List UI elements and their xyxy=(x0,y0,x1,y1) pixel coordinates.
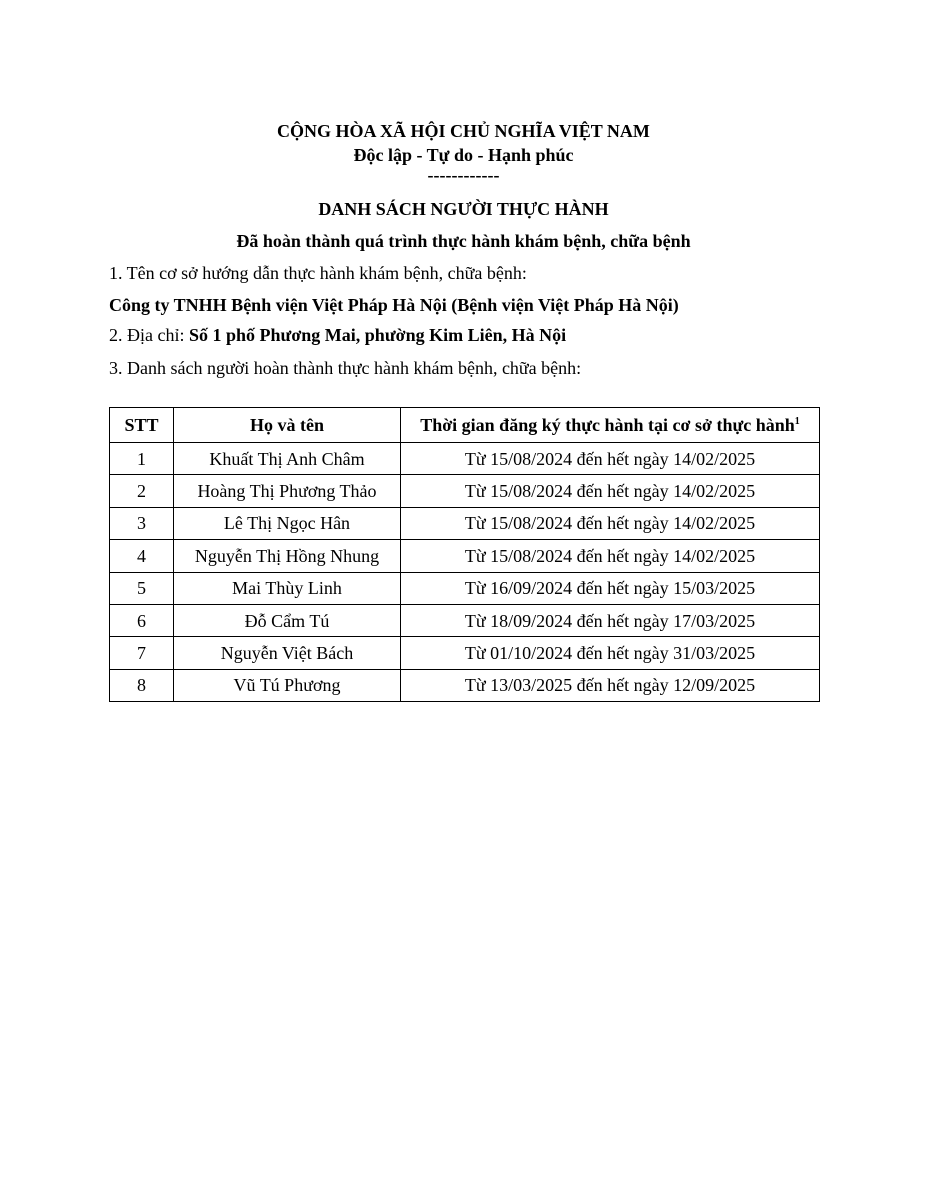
address-label: 2. Địa chỉ: xyxy=(109,325,189,345)
practitioner-table xyxy=(109,407,820,702)
header-time-label: Thời gian đăng ký thực hành tại cơ sở thực hành xyxy=(420,415,795,435)
row-time: Từ 15/08/2024 đến hết ngày 14/02/2025 xyxy=(401,507,820,539)
address-line xyxy=(109,324,566,346)
row-time: Từ 01/10/2024 đến hết ngày 31/03/2025 xyxy=(401,637,820,669)
table-row xyxy=(110,572,820,604)
header-separator: ------------ xyxy=(427,165,500,185)
row-name: Mai Thùy Linh xyxy=(174,572,401,604)
row-stt: 2 xyxy=(110,475,174,507)
facility-label: 1. Tên cơ sở hướng dẫn thực hành khám bệnh, chữa bệnh: xyxy=(109,263,527,283)
row-stt: 5 xyxy=(110,572,174,604)
row-stt: 3 xyxy=(110,507,174,539)
row-stt: 1 xyxy=(110,443,174,475)
row-name: Lê Thị Ngọc Hân xyxy=(174,507,401,539)
row-name: Hoàng Thị Phương Thảo xyxy=(174,475,401,507)
row-stt: 7 xyxy=(110,637,174,669)
row-time: Từ 13/03/2025 đến hết ngày 12/09/2025 xyxy=(401,669,820,701)
table-row xyxy=(110,604,820,636)
table-row xyxy=(110,475,820,507)
row-name: Nguyễn Việt Bách xyxy=(174,637,401,669)
row-name: Vũ Tú Phương xyxy=(174,669,401,701)
national-motto: Độc lập - Tự do - Hạnh phúc xyxy=(353,145,574,165)
table-row xyxy=(110,443,820,475)
row-time: Từ 18/09/2024 đến hết ngày 17/03/2025 xyxy=(401,604,820,636)
table-row xyxy=(110,637,820,669)
row-time: Từ 15/08/2024 đến hết ngày 14/02/2025 xyxy=(401,540,820,572)
row-name: Khuất Thị Anh Châm xyxy=(174,443,401,475)
row-stt: 6 xyxy=(110,604,174,636)
table-row xyxy=(110,669,820,701)
facility-name: Công ty TNHH Bệnh viện Việt Pháp Hà Nội (Bệnh viện Việt Pháp Hà Nội) xyxy=(109,295,679,315)
row-time: Từ 15/08/2024 đến hết ngày 14/02/2025 xyxy=(401,475,820,507)
row-time: Từ 16/09/2024 đến hết ngày 15/03/2025 xyxy=(401,572,820,604)
header-name: Họ và tên xyxy=(174,408,401,443)
document-subtitle: Đã hoàn thành quá trình thực hành khám bệnh, chữa bệnh xyxy=(236,231,691,251)
table-row xyxy=(110,507,820,539)
row-name: Nguyễn Thị Hồng Nhung xyxy=(174,540,401,572)
header-time xyxy=(401,408,820,443)
footnote-marker: 1 xyxy=(794,416,800,427)
document-title: DANH SÁCH NGƯỜI THỰC HÀNH xyxy=(318,199,609,219)
country-header: CỘNG HÒA XÃ HỘI CHỦ NGHĨA VIỆT NAM xyxy=(277,121,650,141)
list-label: 3. Danh sách người hoàn thành thực hành khám bệnh, chữa bệnh: xyxy=(109,358,582,378)
table-header-row xyxy=(110,408,820,443)
header-stt: STT xyxy=(110,408,174,443)
row-name: Đỗ Cẩm Tú xyxy=(174,604,401,636)
row-stt: 4 xyxy=(110,540,174,572)
table-row xyxy=(110,540,820,572)
row-time: Từ 15/08/2024 đến hết ngày 14/02/2025 xyxy=(401,443,820,475)
address-value: Số 1 phố Phương Mai, phường Kim Liên, Hà Nội xyxy=(188,325,567,345)
row-stt: 8 xyxy=(110,669,174,701)
